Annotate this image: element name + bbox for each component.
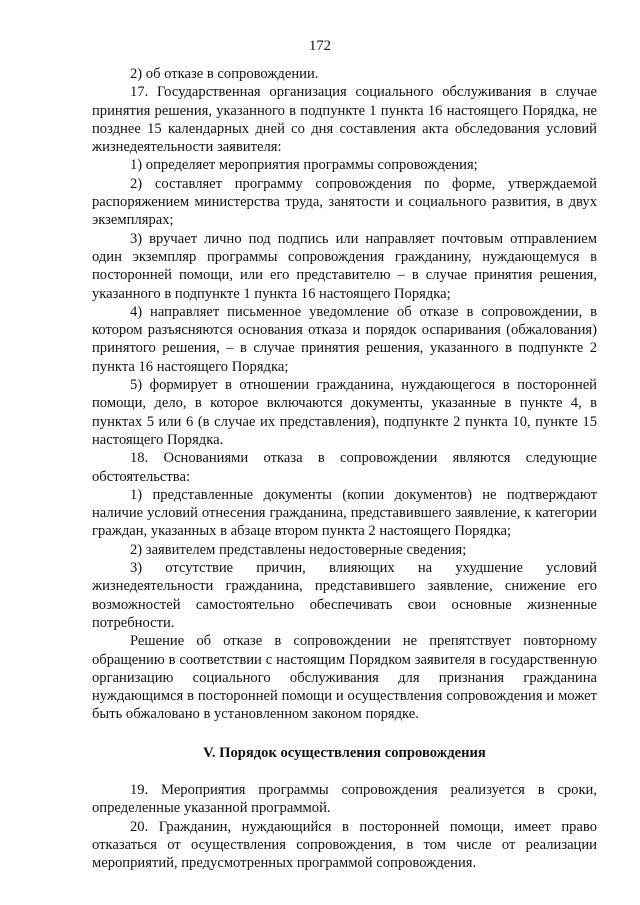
paragraph-18-item-1: 1) представленные документы (копии документов) не подтверждают наличие условий отнесения гражданина, представившего заявление, к категории граждан, указанных в абзаце втором пункта 2 настоящего Порядка; bbox=[92, 486, 597, 540]
paragraph-17: 17. Государственная организация социального обслуживания в случае принятия решения, указанного в подпункте 1 пункта 16 настоящего Порядка, не позднее 15 календарных дней со дня составления акта обследования условий жизнедеятельности заявителя: bbox=[92, 84, 597, 156]
paragraph-19: 19. Мероприятия программы сопровождения реализуется в сроки, определенные указанной программой. bbox=[92, 781, 597, 817]
paragraph-17-item-2: 2) составляет программу сопровождения по форме, утверждаемой распоряжением министерства труда, занятости и социального развития, в двух экземплярах; bbox=[92, 175, 597, 229]
paragraph-repeat-appeal: Решение об отказе в сопровождении не препятствует повторному обращению в соответствии с настоящим Порядком заявителя в государственную организацию социального обслуживания для признания гражданина нуждающимся в посторонней помощи и осуществления сопровождения и может быть обжаловано в установленном законом порядке. bbox=[92, 633, 597, 723]
paragraph-17-item-1: 1) определяет мероприятия программы сопровождения; bbox=[130, 157, 478, 174]
paragraph-18: 18. Основаниями отказа в сопровождении являются следующие обстоятельства: bbox=[92, 450, 597, 485]
paragraph-18-item-3: 3) отсутствие причин, влияющих на ухудшение условий жизнедеятельности гражданина, представившего заявление, снижение его возможностей самостоятельно обеспечивать свои основные жизненные потребности. bbox=[92, 560, 597, 631]
paragraph-refusal-notice: 2) об отказе в сопровождении. bbox=[130, 66, 319, 82]
section-heading: V. Порядок осуществления сопровождения bbox=[203, 744, 486, 761]
paragraph-17-item-5: 5) формирует в отношении гражданина, нуждающегося в посторонней помощи, дело, в которое включаются документы, указанные в пункте 4, в пунктах 5 или 6 (в случае их представления), подпункте 2 пункта 10, пункте 15 настоящего Порядка. bbox=[92, 377, 597, 448]
paragraph-20: 20. Гражданин, нуждающийся в посторонней помощи, имеет право отказаться от осуществления сопровождения, в том числе от реализации мероприятий, предусмотренных программой сопровождения. bbox=[92, 818, 597, 872]
paragraph-18-item-2: 2) заявителем представлены недостоверные сведения; bbox=[130, 541, 467, 558]
document-body bbox=[92, 65, 597, 872]
paragraph-17-item-4: 4) направляет письменное уведомление об отказе в сопровождении, в котором разъясняются основания отказа и порядок оспаривания (обжалования) принятого решения, – в случае принятия решения, указанного в подпункте 2 пункта 16 настоящего Порядка; bbox=[92, 303, 597, 375]
paragraph-17-item-3: 3) вручает лично под подпись или направляет почтовым отправлением один экземпляр программы сопровождения гражданину, нуждающемуся в посторонней помощи, или его представителю – в случае принятия решения, указанного в подпункте 1 пункта 16 настоящего Порядка; bbox=[92, 230, 597, 302]
page-number: 172 bbox=[309, 38, 331, 54]
